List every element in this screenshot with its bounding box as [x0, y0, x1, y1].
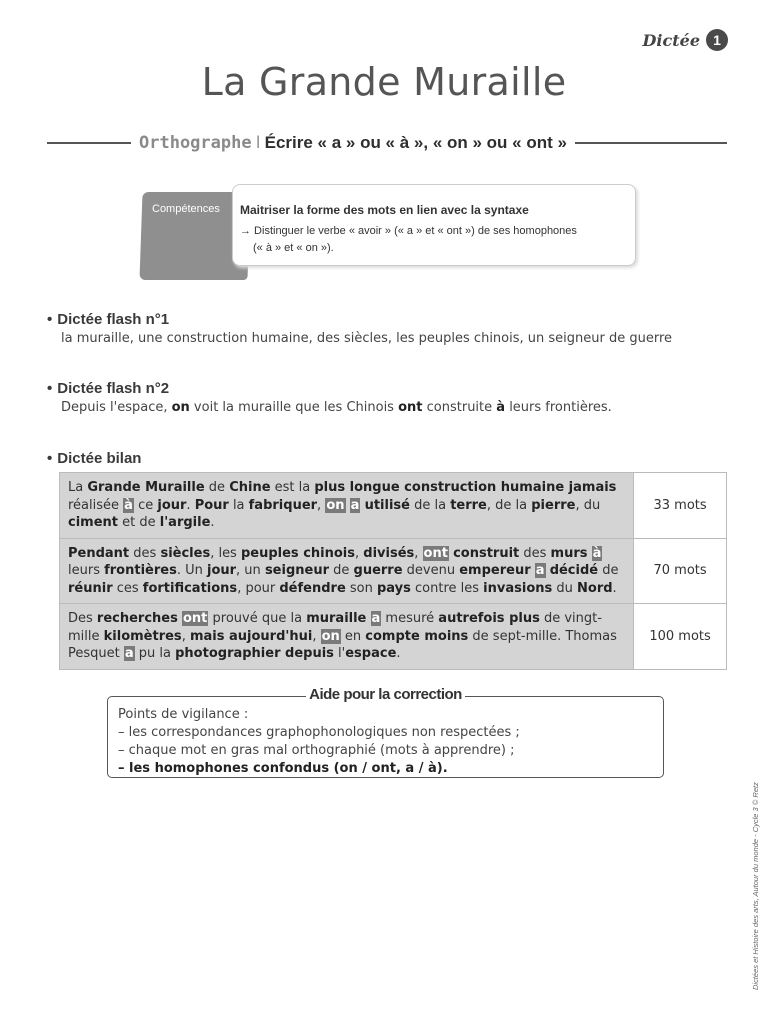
dictee-badge — [643, 29, 728, 51]
subtitle-row — [47, 133, 727, 153]
badge-label: Dictée — [642, 30, 700, 50]
subtitle-separator: I — [255, 133, 261, 153]
credit-text: Dictées et Histoire des arts, Autour du monde - Cycle 3 © Retz — [751, 782, 760, 990]
bullet-icon: • — [47, 380, 53, 397]
competences-detail — [240, 223, 625, 257]
aide-title: Aide pour la correction — [306, 686, 465, 703]
subtitle-rule-right — [575, 142, 727, 144]
flash2-text: Depuis l'espace, on voit la muraille que les Chinois ont construite à leurs frontières. — [61, 400, 612, 415]
competences-detail-line1: → Distinguer le verbe « avoir » (« a » et « ont ») de ses homophones — [240, 225, 577, 237]
table-row — [60, 538, 726, 604]
flash1-title — [47, 311, 169, 328]
bullet-icon: • — [47, 311, 53, 328]
flash2-title-text: Dictée flash n°2 — [57, 380, 170, 397]
bilan-text-33: La Grande Muraille de Chine est la plus longue construction humaine jamais réalisée à ce jour. Pour la fabriquer, on a utilisé de la terre, de la pierre, du ciment et de l'argile. — [60, 473, 633, 538]
flash1-text: la muraille, une construction humaine, des siècles, les peuples chinois, un seigneur de guerre — [61, 331, 673, 346]
word-count: 70 mots — [633, 539, 726, 604]
bilan-title-text: Dictée bilan — [57, 450, 142, 467]
aide-line-bold: – les homophones confondus (on / ont, a / à). — [118, 761, 448, 776]
word-count: 33 mots — [633, 473, 726, 538]
bilan-title — [47, 450, 141, 467]
table-row — [60, 473, 726, 538]
aide-line: – les correspondances graphophonologiques non respectées ; — [118, 725, 520, 740]
subtitle-rule-left — [47, 142, 131, 144]
subtitle-text: Écrire « a » ou « à », « on » ou « ont » — [264, 133, 567, 152]
aide-content — [118, 706, 520, 778]
flash2-title — [47, 380, 169, 397]
aide-line: Points de vigilance : — [118, 707, 249, 722]
subtitle — [139, 133, 567, 153]
aide-line: – chaque mot en gras mal orthographié (mots à apprendre) ; — [118, 743, 515, 758]
subtitle-category: Orthographe — [139, 133, 252, 153]
bullet-icon: • — [47, 450, 53, 467]
flash1-title-text: Dictée flash n°1 — [57, 311, 170, 328]
badge-number: 1 — [706, 29, 728, 51]
competences-label: Compétences — [152, 203, 220, 215]
bilan-text-100: Des recherches ont prouvé que la muraille a mesuré autrefois plus de vingt-mille kilomètres, mais aujourd'hui, on en compte moins de sept-mille. Thomas Pesquet a pu la photographier depuis l'espace. — [60, 604, 633, 669]
competences-detail-line2: (« à » et « on »). — [253, 242, 334, 254]
bilan-text-70: Pendant des siècles, les peuples chinois, divisés, ont construit des murs à leurs frontières. Un jour, un seigneur de guerre devenu empereur a décidé de réunir ces fortifications, pour défendre son pays contre les invasions du Nord. — [60, 539, 633, 604]
aide-title-wrap — [107, 686, 664, 703]
page-title: La Grande Muraille — [201, 60, 567, 104]
word-count: 100 mots — [633, 604, 726, 669]
competences-title: Maitriser la forme des mots en lien avec la syntaxe — [240, 203, 529, 217]
bilan-table — [59, 472, 727, 670]
table-row — [60, 603, 726, 669]
